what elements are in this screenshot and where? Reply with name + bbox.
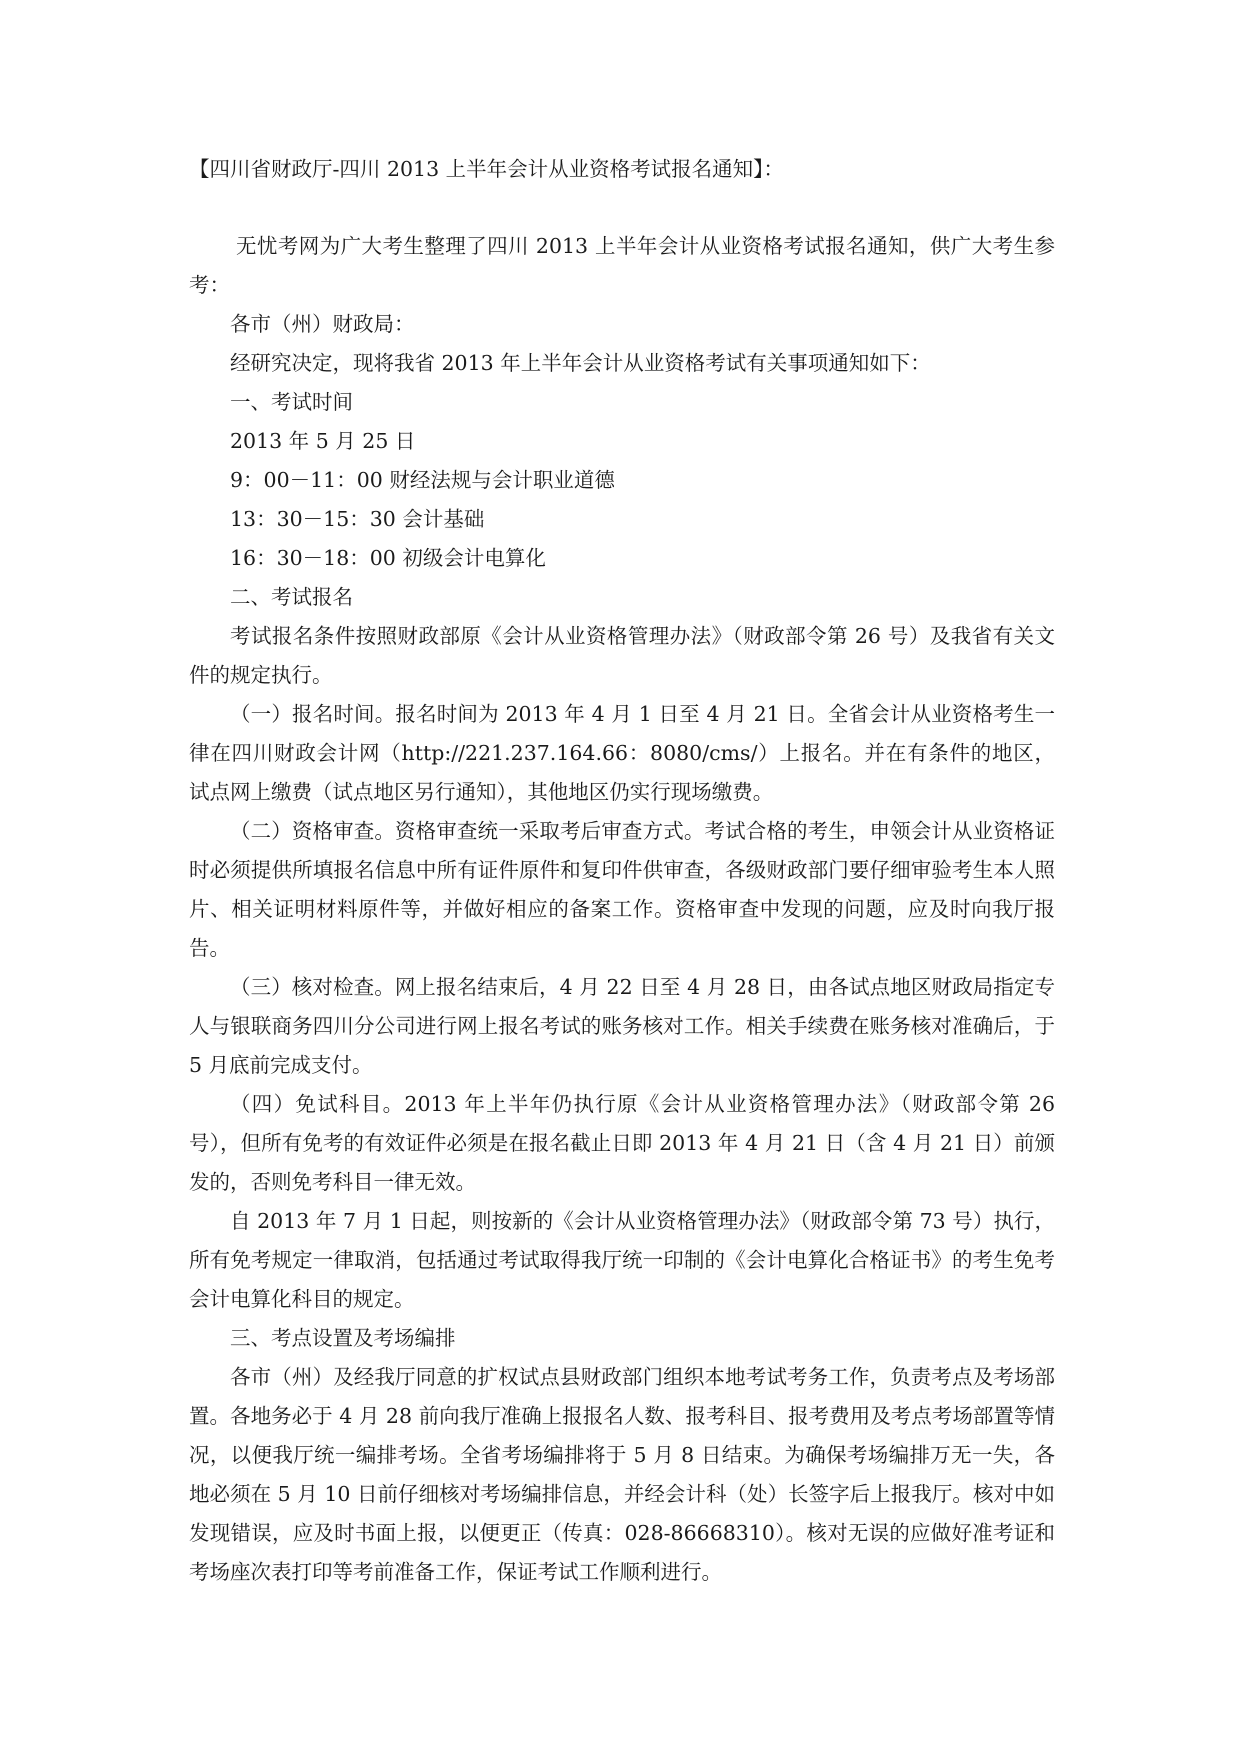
section-heading-registration: 二、考试报名 [230, 585, 353, 609]
exempt-subjects: （四）免试科目。2013 年上半年仍执行原《会计从业资格管理办法》（财政部令第 26 号），但所有免考的有效证件必须是在报名截止日即 2013 年 4 月 21 日（含 4 月 21 日）前颁发的，否则免考科目一律无效。 [189, 1092, 1055, 1194]
registration-time: （一）报名时间。报名时间为 2013 年 4 月 1 日至 4 月 21 日。全省会计从业资格考生一律在四川财政会计网（http://221.237.164.66：8080/cms/）上报名。并在有条件的地区，试点网上缴费（试点地区另行通知），其他地区仍实行现场缴费。 [189, 702, 1055, 804]
section-heading-exam-sites: 三、考点设置及考场编排 [230, 1326, 456, 1350]
intro-paragraph: 无忧考网为广大考生整理了四川 2013 上半年会计从业资格考试报名通知，供广大考生参考： [189, 234, 1055, 297]
document-page [189, 150, 1055, 1592]
qualification-review: （二）资格审查。资格审查统一采取考后审查方式。考试合格的考生，申领会计从业资格证时必须提供所填报名信息中所有证件原件和复印件供审查，各级财政部门要仔细审验考生本人照片、相关证明材料原件等，并做好相应的备案工作。资格审查中发现的问题，应及时向我厅报告。 [189, 819, 1055, 960]
exam-date: 2013 年 5 月 25 日 [230, 429, 416, 453]
new-rules-paragraph: 自 2013 年 7 月 1 日起，则按新的《会计从业资格管理办法》（财政部令第 73 号）执行，所有免考规定一律取消，包括通过考试取得我厅统一印制的《会计电算化合格证书》的考生免考会计电算化科目的规定。 [189, 1209, 1055, 1311]
registration-conditions: 考试报名条件按照财政部原《会计从业资格管理办法》（财政部令第 26 号）及我省有关文件的规定执行。 [189, 624, 1055, 687]
exam-sites-paragraph: 各市（州）及经我厅同意的扩权试点县财政部门组织本地考试考务工作，负责考点及考场部置。各地务必于 4 月 28 前向我厅准确上报报名人数、报考科目、报考费用及考点考场部置等情况，以便我厅统一编排考场。全省考场编排将于 5 月 8 日结束。为确保考场编排万无一失，各地必须在 5 月 10 日前仔细核对考场编排信息，并经会计科（处）长签字后上报我厅。核对中如发现错误，应及时书面上报，以便更正（传真：028-86668310）。核对无误的应做好准考证和考场座次表打印等考前准备工作，保证考试工作顺利进行。 [189, 1365, 1055, 1584]
section-heading-exam-time: 一、考试时间 [230, 390, 353, 414]
document-title: 【四川省财政厅-四川 2013 上半年会计从业资格考试报名通知】： [189, 157, 784, 181]
exam-session-1: 9：00－11：00 财经法规与会计职业道德 [230, 468, 615, 492]
exam-session-2: 13：30－15：30 会计基础 [230, 507, 485, 531]
salutation: 各市（州）财政局： [230, 312, 415, 336]
exam-session-3: 16：30－18：00 初级会计电算化 [230, 546, 546, 570]
verification-check: （三）核对检查。网上报名结束后，4 月 22 日至 4 月 28 日，由各试点地区财政局指定专人与银联商务四川分公司进行网上报名考试的账务核对工作。相关手续费在账务核对准确后，于 5 月底前完成支付。 [189, 975, 1055, 1077]
notice-lead: 经研究决定，现将我省 2013 年上半年会计从业资格考试有关事项通知如下： [230, 351, 931, 375]
